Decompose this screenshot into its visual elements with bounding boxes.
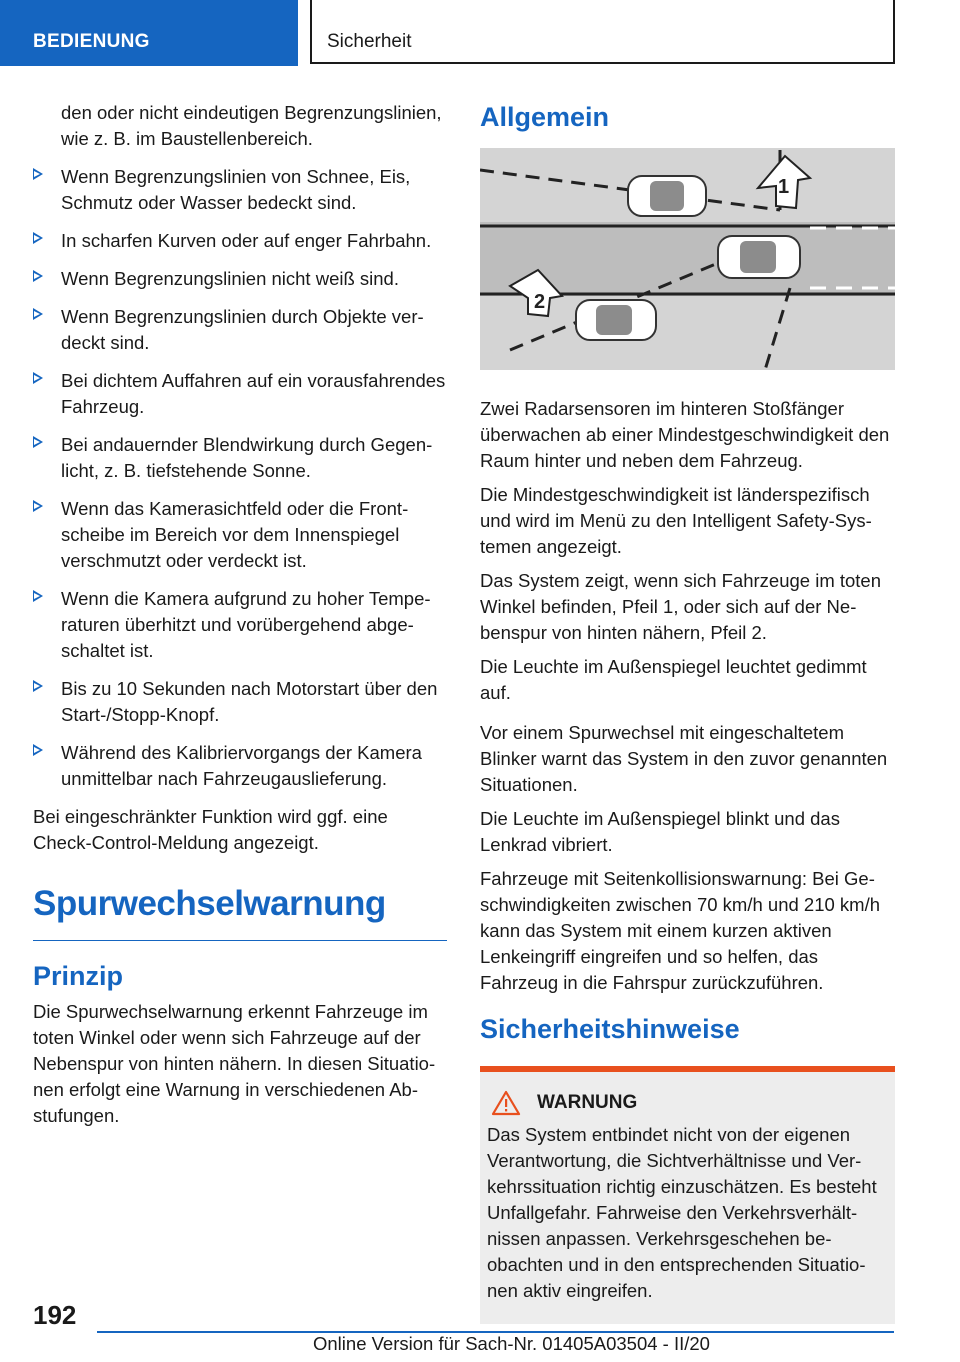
car-top — [628, 176, 706, 216]
warning-header — [487, 1090, 887, 1116]
list-item: In scharfen Kurven oder auf enger Fahrbahn. — [33, 228, 447, 254]
bullet-triangle-icon — [33, 436, 43, 448]
lane-change-illustration — [480, 148, 895, 370]
list-item: Wenn Begrenzungslinien durch Objekte verdeckt sind. — [33, 304, 447, 356]
paragraph-light-dimmed: Die Leuchte im Außenspiegel leuchtet gedimmt auf. — [480, 656, 867, 703]
list-item: Bis zu 10 Sekunden nach Motorstart über den Start-/Stopp-Knopf. — [33, 676, 447, 728]
list-item-continuation: den oder nicht eindeutigen Begrenzungslinien, wie z. B. im Baustellenbereich. — [61, 102, 442, 149]
warning-text: Das System entbindet nicht von der eigenen Verantwortung, die Sichtverhältnisse und Verkehrssituation richtig einzuschätzen. Es besteht Unfallgefahr. Fahrweise den Verkehrsverhältnissen anpassen. Verkehrsgeschehen beobachten und in den entsprechenden Situationen aktiv eingreifen. — [487, 1124, 877, 1301]
svg-text:1: 1 — [778, 176, 790, 198]
paragraph-side-collision: Fahrzeuge mit Seitenkollisionswarnung: Bei Geschwindigkeiten zwischen 70 km/h und 210 km/h kann das System mit einem kurzen aktiven Lenkeingriff eingreifen und so helfen, das Fahrzeug in die Fahrspur zurückzuführen. — [480, 868, 881, 993]
list-item: Wenn die Kamera aufgrund zu hoher Temperaturen überhitzt und vorübergehend abgeschaltet ist. — [33, 586, 447, 664]
limitations-list — [33, 100, 447, 792]
closing-paragraph: Bei eingeschränkter Funktion wird ggf. eine Check-Control-Meldung angezeigt. — [33, 806, 388, 853]
paragraph-speed: Die Mindestgeschwindigkeit ist länderspezifisch und wird im Menü zu den Intelligent Safety-Systemen angezeigt. — [480, 484, 872, 557]
bullet-triangle-icon — [33, 500, 43, 512]
subheading-general: Allgemein — [480, 102, 610, 132]
paragraph-light-blink: Die Leuchte im Außenspiegel blinkt und das Lenkrad vibriert. — [480, 808, 840, 855]
list-item: Wenn das Kamerasichtfeld oder die Frontscheibe im Bereich vor dem Innenspiegel verschmutzt oder verdeckt ist. — [33, 496, 447, 574]
bullet-triangle-icon — [33, 590, 43, 602]
page-header — [0, 0, 960, 66]
list-item: Während des Kalibriervorgangs der Kamera unmittelbar nach Fahrzeugauslieferung. — [33, 740, 447, 792]
bullet-triangle-icon — [33, 744, 43, 756]
bullet-triangle-icon — [33, 168, 43, 180]
car-middle — [718, 236, 800, 278]
warning-triangle-icon — [491, 1090, 521, 1116]
bullet-triangle-icon — [33, 270, 43, 282]
section-tab[interactable]: BEDIENUNG — [0, 0, 298, 66]
list-item: Wenn Begrenzungslinien von Schnee, Eis, Schmutz oder Wasser bedeckt sind. — [33, 164, 447, 216]
bullet-triangle-icon — [33, 372, 43, 384]
list-item: Bei dichtem Auffahren auf ein vorausfahrendes Fahrzeug. — [33, 368, 447, 420]
list-item: Wenn Begrenzungslinien nicht weiß sind. — [33, 266, 447, 292]
chapter-title: Sicherheit — [310, 0, 895, 64]
warning-box — [480, 1066, 895, 1324]
bullet-triangle-icon — [33, 680, 43, 692]
left-column — [33, 100, 447, 1141]
footer-text: Online Version für Sach-Nr. 01405A03504 - II/20 — [313, 1333, 710, 1354]
section-heading: Spurwechselwarnung — [33, 882, 447, 941]
svg-text:2: 2 — [534, 291, 546, 313]
principle-paragraph: Die Spurwechselwarnung erkennt Fahrzeuge im toten Winkel oder wenn sich Fahrzeuge auf der Nebenspur von hinten nähern. In diesen Situationen erfolgt eine Warnung in verschiedenen Abstufungen. — [33, 1001, 436, 1126]
paragraph-radar: Zwei Radarsensoren im hinteren Stoßfänger überwachen ab einer Mindestgeschwindigkeit den Raum hinter und neben dem Fahrzeug. — [480, 398, 890, 471]
page-number: 192 — [33, 1300, 77, 1330]
bullet-triangle-icon — [33, 308, 43, 320]
safety-heading: Sicherheitshinweise — [480, 1014, 740, 1044]
right-column — [480, 100, 895, 1324]
list-item: Bei andauernder Blendwirkung durch Gegenlicht, z. B. tiefstehende Sonne. — [33, 432, 447, 484]
subheading-principle: Prinzip — [33, 961, 124, 991]
car-bottom — [576, 300, 656, 340]
warning-title: WARNUNG — [537, 1092, 638, 1113]
paragraph-warning: Vor einem Spurwechsel mit eingeschaltetem Blinker warnt das System in den zuvor genannten Situationen. — [480, 722, 888, 795]
paragraph-display: Das System zeigt, wenn sich Fahrzeuge im toten Winkel befinden, Pfeil 1, oder sich auf der Nebenspur von hinten nähern, Pfeil 2. — [480, 570, 882, 643]
bullet-triangle-icon — [33, 232, 43, 244]
